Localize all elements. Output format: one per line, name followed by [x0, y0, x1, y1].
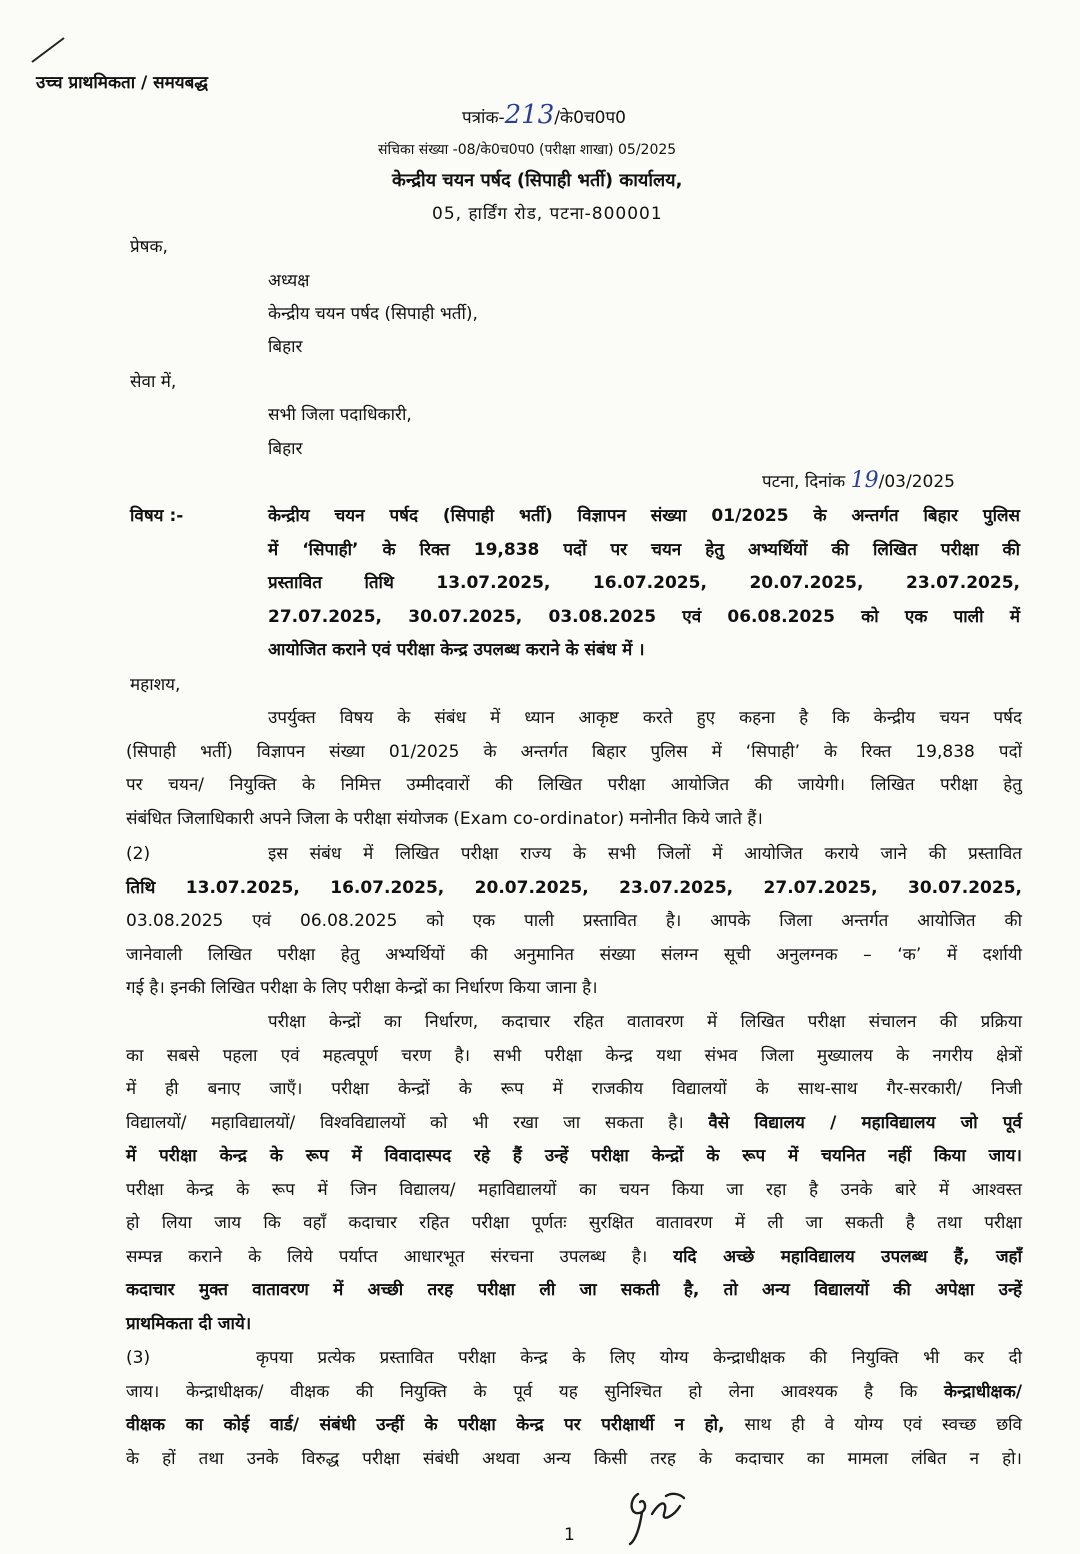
handwritten-letter-number: 213 [504, 100, 555, 130]
paragraph-bold-segment: यदि अच्छे महाविद्यालय उपलब्ध हैं, जहाँ [673, 1246, 1022, 1267]
letter-number-prefix: पत्रांक- [462, 108, 505, 128]
paragraph-1 [126, 702, 1022, 836]
paragraph-bold-segment: केन्द्राधीक्षक/ [943, 1381, 1023, 1402]
paragraph-line: इस संबंध में लिखित परीक्षा राज्य के सभी जिलों में आयोजित कराये जाने की प्रस्तावित [268, 844, 1022, 864]
paragraph-segment: सम्पन्न कराने के लिये पर्याप्त आधारभूत संरचना उपलब्ध है। [126, 1246, 648, 1267]
paragraph-line: उपर्युक्त विषय के संबंध में ध्यान आकृष्ट करते हुए कहना है कि केन्द्रीय चयन पर्षद [268, 708, 1022, 728]
page-number: 1 [564, 1525, 575, 1545]
paragraph-line [126, 1409, 1022, 1443]
paragraph-segment: जाय। केन्द्राधीक्षक/ वीक्षक की नियुक्ति के पूर्व यह सुनिश्चित हो लेना आवश्यक है कि [126, 1381, 918, 1402]
paragraph-line: परीक्षा केन्द्रों का निर्धारण, कदाचार रहित वातावरण में लिखित परीक्षा संचालन की प्रक्रिया [268, 1012, 1022, 1032]
paragraph-line: प्राथमिकता दी जाये। [126, 1313, 252, 1334]
paragraph-number: (3) [126, 1348, 151, 1368]
salutation: महाशय, [130, 675, 181, 695]
handwritten-date-day: 19 [850, 468, 879, 493]
paragraph-line [126, 1241, 1022, 1275]
sender-line-2: केन्द्रीय चयन पर्षद (सिपाही भर्ती), [268, 304, 478, 324]
paragraph-line: का सबसे पहला एवं महत्वपूर्ण चरण है। सभी परीक्षा केन्द्र यथा संभव जिला मुख्यालय के नगरीय क्षेत्रों [126, 1045, 1022, 1066]
office-address: 05, हार्डिंग रोड, पटना-800001 [432, 204, 663, 224]
paragraph-line: में ही बनाए जाएँ। परीक्षा केन्द्रों के रूप में राजकीय विद्यालयों के साथ-साथ गैर-सरकारी/ निजी [126, 1079, 1022, 1099]
paragraph-line: कदाचार मुक्त वातावरण में अच्छी तरह परीक्षा ली जा सकती है, तो अन्य विद्यालयों की अपेक्षा उन्हें [126, 1280, 1022, 1300]
initials-signature-icon [622, 1484, 692, 1550]
paragraph-number: (2) [126, 844, 151, 864]
priority-label: उच्च प्राथमिकता / समयबद्ध [36, 73, 208, 93]
recipient-line-2: बिहार [268, 439, 303, 459]
paragraph-3 [126, 1006, 1022, 1341]
paragraph-line: कृपया प्रत्येक प्रस्तावित परीक्षा केन्द्र के लिए योग्य केन्द्राधीक्षक की नियुक्ति भी कर दी [256, 1348, 1022, 1368]
subject-line: केन्द्रीय चयन पर्षद (सिपाही भर्ती) विज्ञापन संख्या 01/2025 के अन्तर्गत बिहार पुलिस [268, 506, 1020, 526]
recipient-label: सेवा में, [130, 372, 177, 392]
paragraph-line [126, 1376, 1022, 1410]
paragraph-line: 03.08.2025 एवं 06.08.2025 को एक पाली प्रस्तावित है। आपके जिला अन्तर्गत आयोजित की [126, 911, 1022, 931]
sender-line-1: अध्यक्ष [268, 271, 310, 291]
date-prefix: पटना, दिनांक [762, 472, 846, 492]
paragraph-bold-segment: वीक्षक का कोई वार्ड/ संबंधी उन्हीं के परीक्षा केन्द्र पर परीक्षार्थी न हो, [126, 1415, 725, 1435]
paragraph-line: के हों तथा उनके विरुद्ध परीक्षा संबंधी अथवा अन्य किसी तरह के कदाचार का मामला लंबित न हो। [126, 1448, 1022, 1469]
paragraph-line [126, 1107, 1022, 1141]
recipient-line-1: सभी जिला पदाधिकारी, [268, 405, 412, 425]
paragraph-2 [126, 838, 1022, 1006]
sender-label: प्रेषक, [130, 237, 168, 257]
letter-number [462, 100, 626, 130]
paragraph-4 [126, 1342, 1022, 1476]
subject-label: विषय :- [130, 506, 184, 526]
sender-line-3: बिहार [268, 337, 303, 357]
subject-line: आयोजित कराने एवं परीक्षा केन्द्र उपलब्ध कराने के संबंध में । [268, 640, 645, 660]
paragraph-line: पर चयन/ नियुक्ति के निमित्त उम्मीदवारों की लिखित परीक्षा आयोजित की जायेगी। लिखित परीक्षा हेतु [126, 775, 1022, 795]
paragraph-line: जानेवाली लिखित परीक्षा हेतु अभ्यर्थियों की अनुमानित संख्या संलग्न सूची अनुलग्नक – ‘क’ में दर्शायी [126, 944, 1022, 965]
paragraph-line: तिथि 13.07.2025, 16.07.2025, 20.07.2025, 23.07.2025, 27.07.2025, 30.07.2025, [126, 877, 1022, 898]
paragraph-line: में परीक्षा केन्द्र के रूप में विवादास्पद रहे हैं उन्हें परीक्षा केन्द्रों के रूप में चयनित नहीं किया जाय। [126, 1146, 1022, 1166]
paragraph-line: परीक्षा केन्द्र के रूप में जिन विद्यालय/ महाविद्यालयों का चयन किया जा रहा है उनके बारे में आश्वस्त [126, 1179, 1022, 1200]
letter-date [762, 470, 955, 493]
date-rest: /03/2025 [878, 472, 955, 492]
paragraph-line: संबंधित जिलाधिकारी अपने जिला के परीक्षा संयोजक (Exam co-ordinator) मनोनीत किये जाते हैं। [126, 808, 763, 829]
paragraph-line: हो लिया जाय कि वहाँ कदाचार रहित परीक्षा पूर्णतः सुरक्षित वातावरण में ली जा सकती है तथा परीक्षा [126, 1213, 1022, 1233]
office-name: केन्द्रीय चयन पर्षद (सिपाही भर्ती) कार्यालय, [392, 170, 683, 191]
subject-text [268, 500, 1020, 668]
subject-line: में ‘सिपाही’ के रिक्त 19,838 पदों पर चयन हेतु अभ्यर्थियों की लिखित परीक्षा की [268, 539, 1020, 560]
letter-number-suffix: /के0च0प0 [554, 108, 626, 128]
paragraph-segment: साथ ही वे योग्य एवं स्वच्छ छवि [744, 1415, 1022, 1435]
paragraph-line: (सिपाही भर्ती) विज्ञापन संख्या 01/2025 के अन्तर्गत बिहार पुलिस में ‘सिपाही’ के रिक्त 19,838 पदों [126, 741, 1022, 762]
subject-line: 27.07.2025, 30.07.2025, 03.08.2025 एवं 06.08.2025 को एक पाली में [268, 606, 1020, 627]
paragraph-segment: विद्यालयों/ महाविद्यालयों/ विश्वविद्यालयों को भी रखा जा सकता है। [126, 1112, 684, 1133]
pen-mark-icon [28, 34, 68, 66]
file-number: संचिका संख्या -08/के0च0प0 (परीक्षा शाखा) 05/2025 [378, 142, 677, 158]
paragraph-bold-segment: वैसे विद्यालय / महाविद्यालय जो पूर्व [708, 1112, 1022, 1133]
subject-line: प्रस्तावित तिथि 13.07.2025, 16.07.2025, 20.07.2025, 23.07.2025, [268, 573, 1020, 593]
paragraph-line: गई है। इनकी लिखित परीक्षा के लिए परीक्षा केन्द्रों का निर्धारण किया जाना है। [126, 978, 598, 998]
